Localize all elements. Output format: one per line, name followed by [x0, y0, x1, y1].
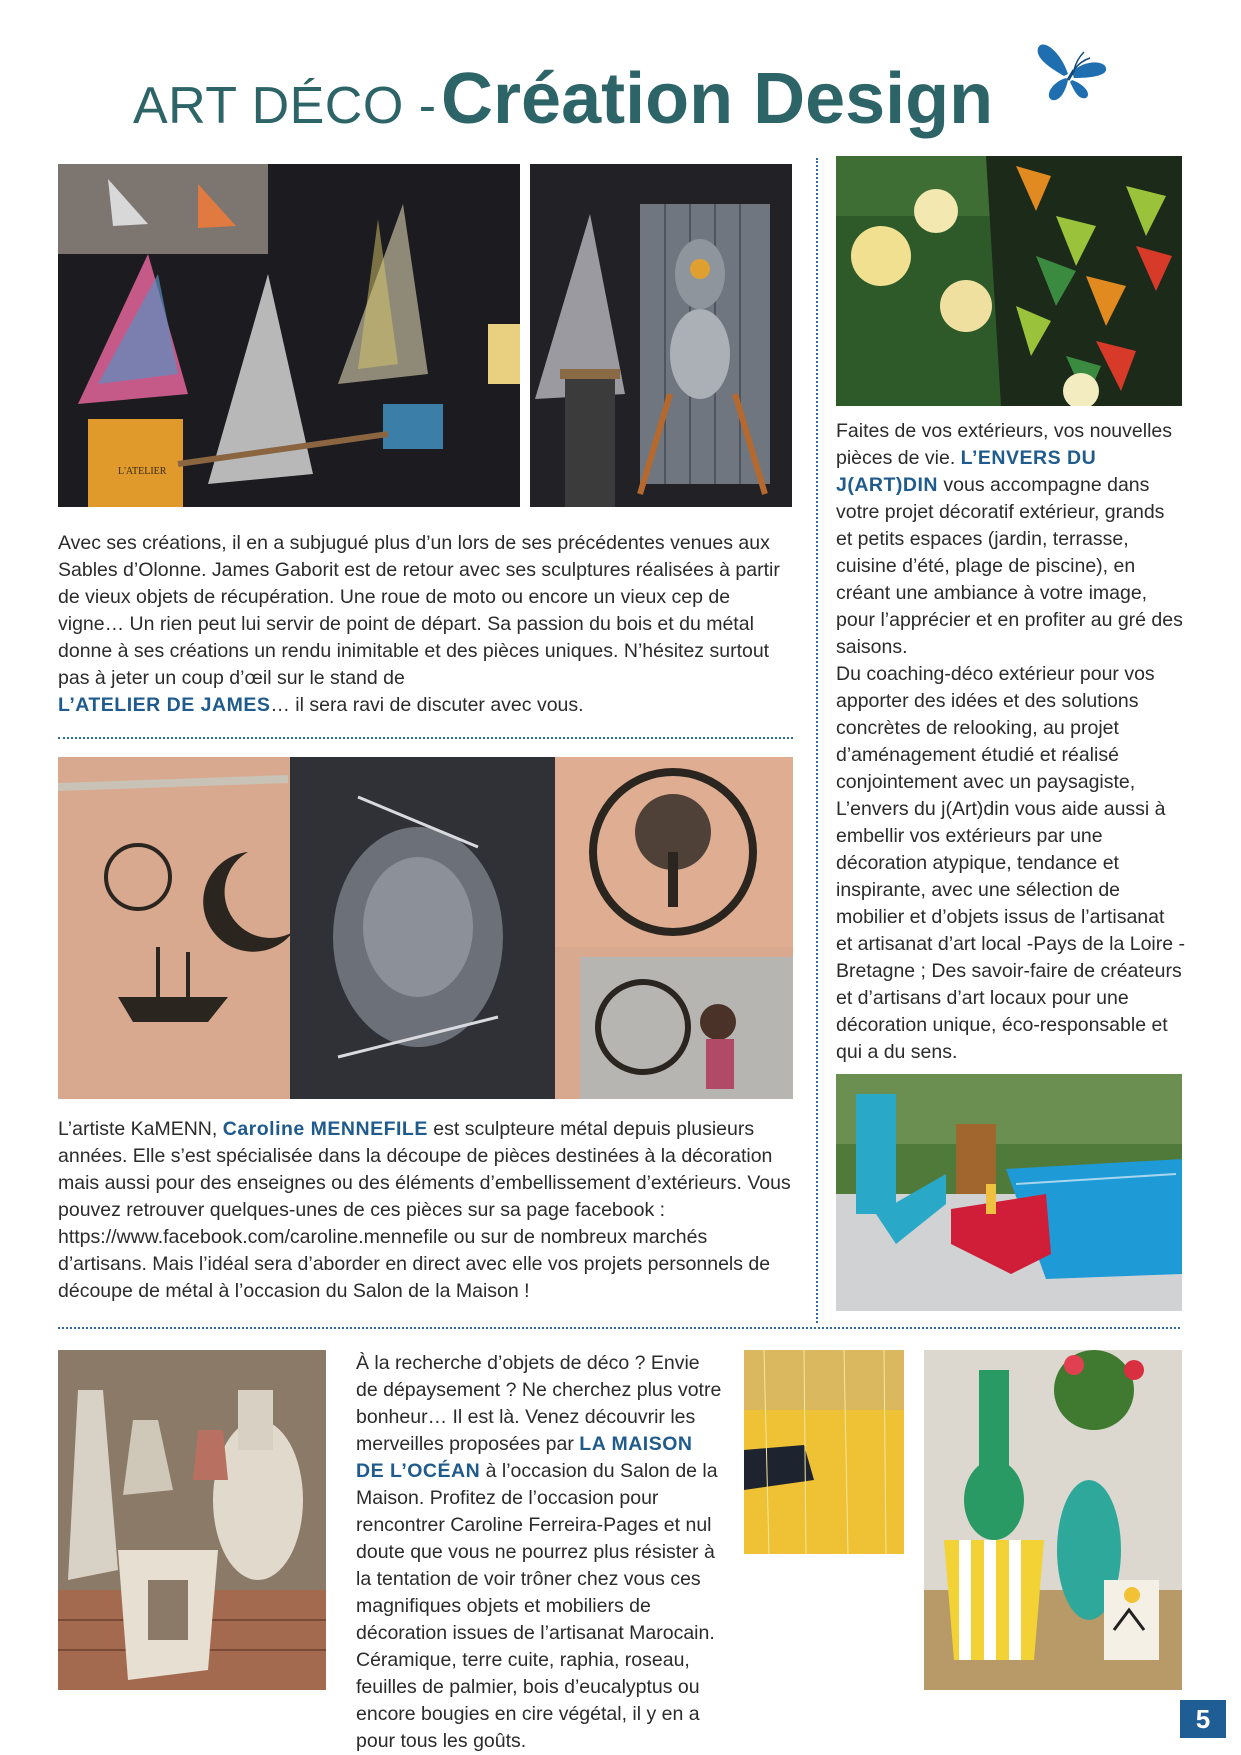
title-prefix: ART DÉCO - [133, 77, 437, 135]
ocean-text-before: À la recherche d’objets de déco ? Envie de dépaysement ? Ne cherchez plus votre bonheur… Il est là. Venez découvrir les merveilles proposées par [356, 1352, 722, 1455]
ocean-text-block [356, 1350, 724, 1755]
james-highlight: L’ATELIER DE JAMES [58, 694, 271, 716]
article-james [58, 530, 793, 719]
jardin-text-after: vous accompagne dans votre projet décoratif extérieur, grands et petits espaces (jardin, terrasse, cuisine d’été, plage de piscine), en créant une ambiance à votre image, pour l’apprécier et en profiter au gré des saisons. [836, 474, 1183, 658]
page-number-badge: 5 [1180, 1700, 1226, 1738]
caroline-text-before: L’artiste KaMENN, [58, 1118, 218, 1140]
separator-vertical [816, 158, 818, 1323]
ocean-text-after: à l’occasion du Salon de la Maison. Profitez de l’occasion pour rencontrer Caroline Ferreira-Pages et nul doute que vous ne pourrez plus résister à la tentation de voir trôner chez vous ces magnifiques objets et mobiliers de décoration issues de l’artisanat Marocain. Céramique, terre cuite, raphia, roseau, feuilles de palmier, bois d’eucalyptus ou encore bougies en cire végétal, il y en a pour tous les goûts. [356, 1460, 718, 1752]
title-main: Création Design [441, 59, 994, 139]
james-text-after: … il sera ravi de discuter avec vous. [270, 694, 584, 716]
jardin-paragraph-2: Du coaching-déco extérieur pour vos apporter des idées et des solutions concrètes de relooking, au projet d’aménagement étudié et réalisé conjointement avec un paysagiste, L’envers du j(Art)din vous aide aussi à embellir vos extérieurs par une décoration atypique, tendance et inspirante, avec une sélection de mobilier et d’objets issus de l’artisanat et artisanat d’art local -Pays de la Loire -Bretagne ; Des savoir-faire de créateurs et d’artisans d’art locaux pour une décoration unique, éco-responsable et qui a du sens. [836, 663, 1186, 1063]
caroline-text-after: est sculpteure métal depuis plusieurs années. Elle s’est spécialisée dans la découpe de pièces destinées à la décoration mais aussi pour des enseignes ou des éléments d’embellissement d’extérieurs. Vous pouvez retrouver quelques-unes de ces pièces sur sa page facebook : https://www.facebook.com/caroline.mennefile ou sur de nombreux marchés d’artisans. Mais l’idéal sera d’aborder en direct avec elle vos projets personnels de découpe de métal à l’occasion du Salon de la Maison ! [58, 1118, 791, 1302]
james-text-before: Avec ses créations, il en a subjugué plus d’un lors de ses précédentes venues aux Sables d’Olonne. James Gaborit est de retour avec ses sculptures réalisées à partir de vieux objets de récupération. Une roue de moto ou encore un vieux cep de vigne… Un rien peut lui servir de point de départ. Sa passion du bois et du métal donne à ses créations un rendu inimitable et des pièces uniques. N’hésitez surtout pas à jeter un coup d’œil sur le stand de [58, 532, 780, 689]
article-caroline [58, 1116, 793, 1305]
photo-poolside-furniture [836, 1074, 1182, 1311]
butterfly-icon [1030, 30, 1110, 110]
article-jardin [836, 418, 1186, 1066]
photo-raphia-textile [744, 1350, 904, 1554]
photo-stained-glass-garden [836, 156, 1182, 406]
jardin-text-before: Faites de vos extérieurs, vos nouvelles pièces de vie. [836, 420, 1172, 469]
separator-horizontal-1 [58, 737, 793, 739]
photo-metal-cutouts [58, 757, 793, 1099]
caroline-highlight: Caroline MENNEFILE [222, 1118, 428, 1140]
photo-robot-sculpture [530, 164, 792, 507]
ocean-highlight: LA MAISON DE L’OCÉAN [356, 1433, 693, 1482]
separator-horizontal-2 [58, 1327, 1180, 1329]
photo-moroccan-pottery [58, 1350, 326, 1690]
photo-colorful-jugs [924, 1350, 1182, 1690]
jardin-highlight: L’ENVERS DU J(ART)DIN [836, 447, 1097, 496]
photo-atelier-sailboats [58, 164, 520, 507]
atelier-sign-text: L'ATELIER [118, 466, 167, 477]
page-title [133, 58, 993, 140]
